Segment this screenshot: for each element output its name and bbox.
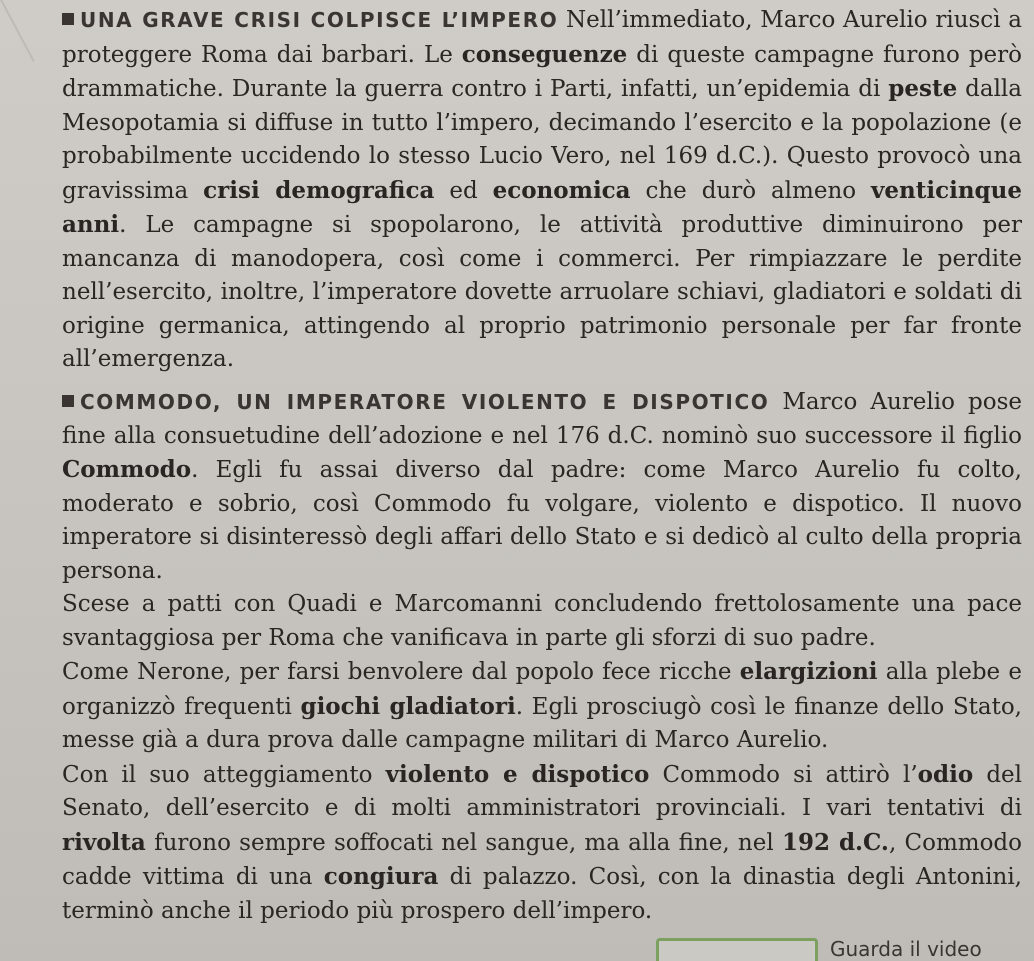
keyword-peste: peste [888,75,958,102]
text-run: alla plebe e organizzò frequenti [62,659,1022,720]
section-commodo [62,386,1022,928]
commodo-paragraph-2 [62,588,1022,655]
commodo-paragraph-4 [62,758,1022,929]
commodo-paragraph-3 [62,655,1022,758]
section-square-icon [62,13,74,25]
crisis-paragraph [62,4,1022,377]
keyword-elargizioni: elargizioni [739,658,878,685]
text-run: dalla Mesopotamia si diffuse in tutto l’impero, decimando l’esercito e la popolazione (e probabilmente uccidendo lo stesso Lucio Vero, nel 169 d.C.). Questo provocò una gravissima [62,76,1023,204]
text-run: , Commodo cadde vittima di una [62,829,1022,890]
keyword-economica: economica [492,176,631,204]
keyword-rivolta: rivolta [62,828,146,856]
keyword-violento-dispotico: violento e dispotico [385,760,650,788]
commodo-paragraph-1 [62,386,1022,588]
text-run: di palazzo. Così, con la dinastia degli Antonini, terminò anche il periodo più prospero dell’impero. [62,864,1022,924]
text-run: Nell’immediato, Marco Aurelio riuscì a proteggere Roma dai barbari. Le [62,7,1022,68]
text-run: . Le campagne si spopolarono, le attività produttive diminuirono per mancanza di manodopera, così come i commerci. Per rimpiazzare le perdite nell’esercito, inoltre, l’imperatore dovette arruolare schiavi, gladiatori e soldati di origine germanica, attingendo al proprio patrimonio personale per far fronte all’emergenza. [62,212,1022,372]
text-run: di queste campagne furono però drammatiche. Durante la guerra contro i Parti, infatti, un’epidemia di [62,41,1022,102]
text-run: Scese a patti con Quadi e Marcomanni concludendo frettolosamente una pace svantaggiosa per Roma che vanificava in parte gli sforzi di suo padre. [62,591,1022,651]
text-run: Marco Aurelio pose fine alla consuetudine dell’adozione e nel 176 d.C. nominò suo successore il figlio [62,389,1022,449]
keyword-192-dc: 192 d.C. [781,828,889,856]
text-run: ed [434,177,493,204]
text-run: Con il suo atteggiamento [62,761,386,788]
keyword-odio: odio [917,760,974,788]
keyword-commodo: Commodo [62,456,192,483]
section-crisis [62,4,1022,377]
text-run: . Egli prosciugò così le finanze dello Stato, messe già a dura prova dalle campagne militari di Marco Aurelio. [62,693,1022,753]
keyword-crisi-demografica: crisi demografica [203,176,435,204]
text-run: Come Nerone, per farsi benvolere dal popolo fece ricche [62,659,740,685]
video-button[interactable] [656,938,818,961]
keyword-congiura: congiura [323,863,439,890]
keyword-giochi-gladiatori: giochi gladiatori [300,692,516,720]
crisis-heading: UNA GRAVE CRISI COLPISCE L’IMPERO [80,8,559,32]
text-run: furono sempre soffocati nel sangue, ma alla fine, nel [145,829,782,856]
text-run: Commodo si attirò l’ [649,761,918,788]
keyword-venticinque-anni: venticinque anni [62,176,1022,238]
text-run: che durò almeno [630,177,872,204]
commodo-heading: COMMODO, UN IMPERATORE VIOLENTO E DISPOTICO [80,390,770,414]
section-square-icon [62,395,74,407]
keyword-conseguenze: conseguenze [461,40,628,68]
text-run: . Egli fu assai diverso dal padre: come Marco Aurelio fu colto, moderato e sobrio, così Commodo fu volgare, violento e dispotico. Il nuovo imperatore si disinteressò degli affari dello Stato e si dedicò al culto della propria persona. [62,457,1022,584]
text-run: del Senato, dell’esercito e di molti amministratori provinciali. I vari tentativi di [62,761,1023,821]
video-label[interactable]: Guarda il video [830,937,982,961]
